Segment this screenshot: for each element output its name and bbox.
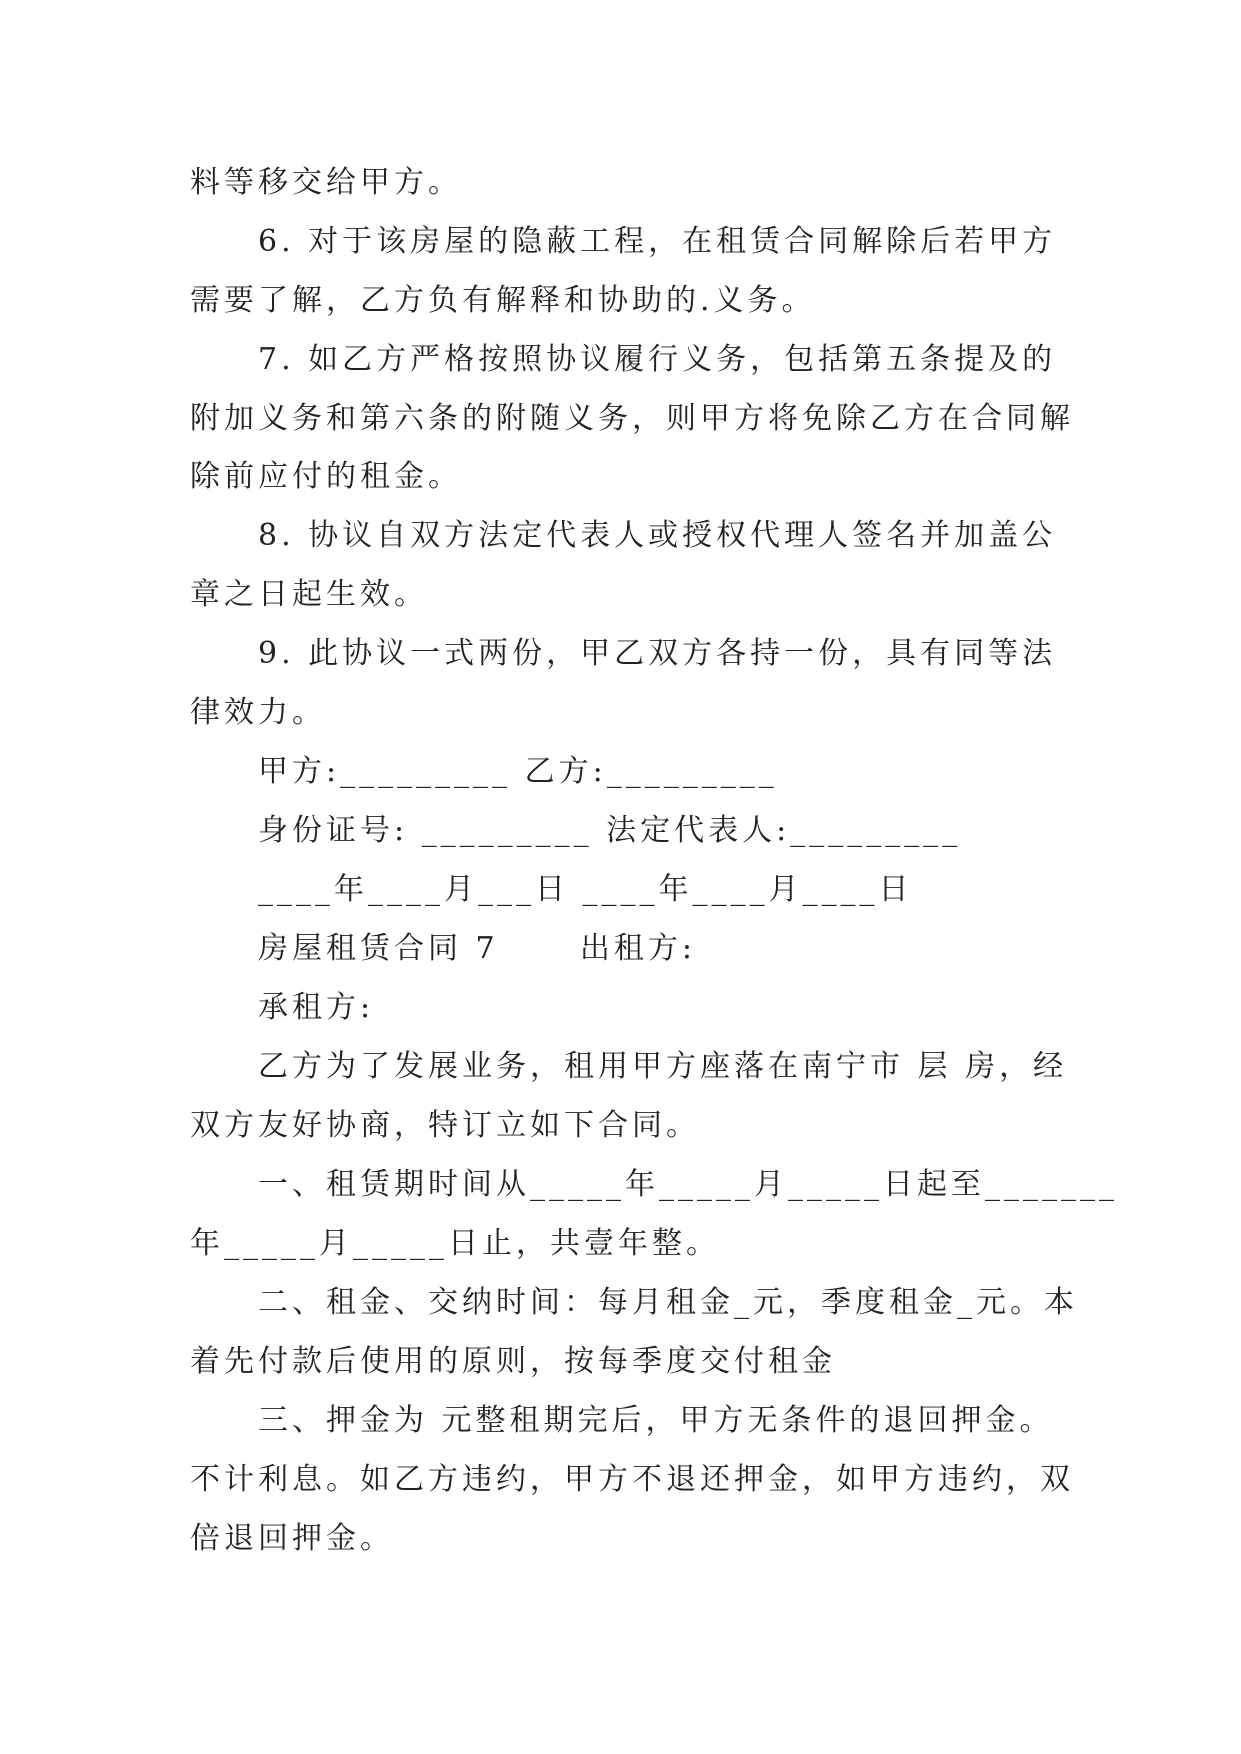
deposit-line-2: 不计利息。如乙方违约，甲方不退还押金，如甲方违约，双 bbox=[190, 1462, 1074, 1497]
term-line-2: 年_____月_____日止，共壹年整。 bbox=[190, 1226, 720, 1261]
deposit-line-1: 三、押金为 元整租期完后，甲方无条件的退回押金。 bbox=[258, 1403, 1054, 1438]
intro-line-1: 乙方为了发展业务，租用甲方座落在南宁市 层 房，经 bbox=[258, 1049, 1068, 1084]
text-line: 料等移交给甲方。 bbox=[190, 165, 462, 200]
deposit-line-3: 倍退回押金。 bbox=[190, 1521, 394, 1556]
clause-7-line-3: 除前应付的租金。 bbox=[190, 459, 462, 494]
clause-8-line-2: 章之日起生效。 bbox=[190, 577, 428, 612]
id-representative-line: 身份证号: _________ 法定代表人:_________ bbox=[258, 813, 962, 848]
rent-line-2: 着先付款后使用的原则，按每季度交付租金 bbox=[190, 1344, 836, 1379]
clause-9-line-2: 律效力。 bbox=[190, 695, 326, 730]
clause-8-line-1: 8. 协议自双方法定代表人或授权代理人签名并加盖公 bbox=[258, 518, 1057, 553]
intro-line-2: 双方友好协商，特订立如下合同。 bbox=[190, 1108, 700, 1143]
term-line-1: 一、租赁期时间从_____年_____月_____日起至_______ bbox=[258, 1167, 1118, 1202]
date-line: ____年____月___日 ____年____月____日 bbox=[258, 872, 913, 907]
lessee-line: 承租方: bbox=[258, 990, 375, 1025]
clause-9-line-1: 9. 此协议一式两份，甲乙双方各持一份，具有同等法 bbox=[258, 636, 1057, 671]
clause-6-line-2: 需要了解，乙方负有解释和协助的.义务。 bbox=[190, 283, 816, 318]
rent-line-1: 二、租金、交纳时间：每月租金_元，季度租金_元。本 bbox=[258, 1285, 1078, 1320]
contract-title-lessor-line: 房屋租赁合同 7 出租方: bbox=[258, 931, 696, 966]
clause-7-line-2: 附加义务和第六条的附随义务，则甲方将免除乙方在合同解 bbox=[190, 401, 1074, 436]
party-signature-line: 甲方:_________ 乙方:_________ bbox=[258, 754, 778, 789]
clause-7-line-1: 7. 如乙方严格按照协议履行义务，包括第五条提及的 bbox=[258, 342, 1057, 377]
clause-6-line-1: 6. 对于该房屋的隐蔽工程，在租赁合同解除后若甲方 bbox=[258, 224, 1057, 259]
